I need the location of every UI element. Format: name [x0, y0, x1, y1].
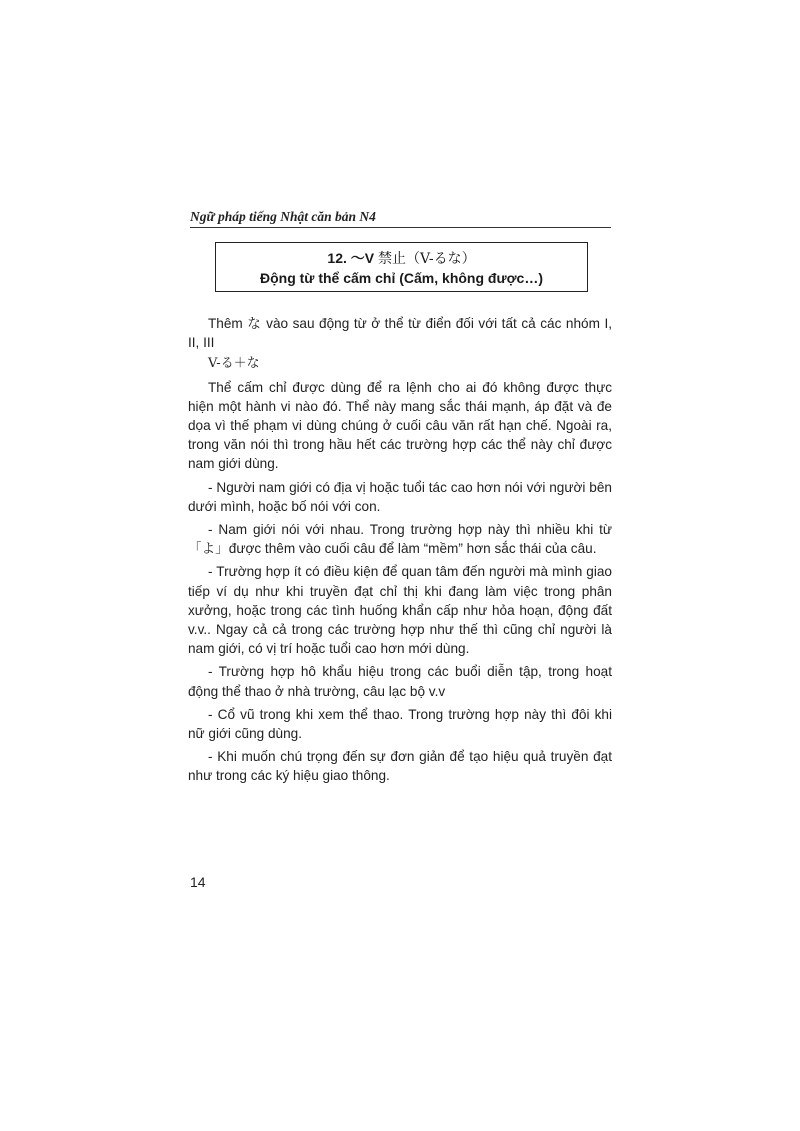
explanation-paragraph: Thể cấm chỉ được dùng để ra lệnh cho ai đó không được thực hiện một hành vi nào đó. Thể này mang sắc thái mạnh, áp đặt và đe dọa vì thế phạm vi dùng chúng ở cuối câu văn rất hạn chế. Ngoài ra, trong văn nói thì trong hầu hết các trường hợp các thể này chỉ được nam giới dùng.	[188, 379, 612, 472]
lesson-subtitle: Động từ thể cấm chỉ (Cấm, không được…)	[259, 270, 544, 286]
lesson-pattern-prefix: ～V	[350, 250, 379, 266]
usage-bullet-3: - Trường hợp ít có điều kiện để quan tâm đến người mà mình giao tiếp ví dụ như khi truyền đạt chỉ thị khi đang làm việc trong phân xưởng, hoặc trong các tình huống khẩn cấp như hỏa hoạn, động đất v.v.. Ngay cả cả trong các trường hợp như thế thì cũng chỉ người là nam giới, có vị trí hoặc tuổi cao hơn mới dùng.	[188, 564, 612, 657]
usage-bullet-6: - Khi muốn chú trọng đến sự đơn giản để tạo hiệu quả truyền đạt như trong các ký hiệu giao thông.	[188, 749, 612, 784]
usage-bullet-4: - Trường hợp hô khẩu hiệu trong các buổi diễn tập, trong hoạt động thể thao ở nhà trường, câu lạc bộ v.v	[188, 664, 612, 699]
lesson-title-box	[215, 242, 588, 292]
running-header	[190, 207, 611, 228]
formula: V-る＋な	[208, 356, 260, 372]
intro-paragraph: Thêm な vào sau động từ ở thể từ điển đối với tất cả các nhóm I, II, III	[188, 316, 612, 351]
book-title: Ngữ pháp tiếng Nhật căn bản N4	[190, 209, 376, 224]
usage-bullet-5: - Cổ vũ trong khi xem thể thao. Trong trường hợp này thì đôi khi nữ giới cũng dùng.	[188, 706, 612, 742]
lesson-pattern-jp: 禁止（V-るな）	[378, 251, 476, 267]
usage-bullet-1: - Người nam giới có địa vị hoặc tuổi tác cao hơn nói với người bên dưới mình, hoặc bố nói với con.	[188, 479, 612, 514]
lesson-number: 12.	[327, 250, 351, 266]
lesson-body	[188, 314, 612, 790]
lesson-heading	[216, 248, 587, 268]
page-number: 14	[190, 874, 206, 890]
usage-bullet-2: - Nam giới nói với nhau. Trong trường hợp này thì nhiều khi từ「よ」được thêm vào cuối câu để làm “mềm” hơn sắc thái của câu.	[188, 522, 612, 557]
